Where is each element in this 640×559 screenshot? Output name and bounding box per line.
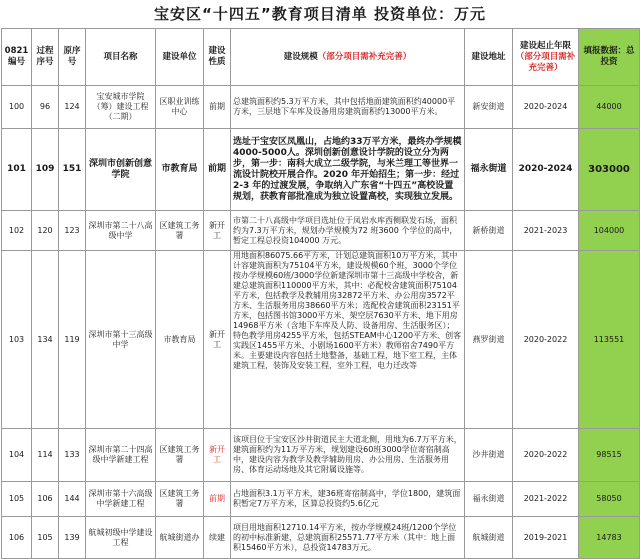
cell-invest: 98515 — [579, 429, 640, 482]
header-orig-no: 原序号 — [59, 29, 86, 86]
cell-process-no: 106 — [32, 482, 59, 517]
header-scale-note: （部分项目需补充完善） — [317, 51, 412, 62]
cell-scale: 该项目位于宝安区沙井街道民主大道北侧，用地为6.7万平方米，建筑面积约为11万平方米，规划建设60班3000学位寄宿制高中，建设内容为教学及教学辅助用房、办公用房、生活服务用房、体育运动场地及其它附属设施等。 — [231, 429, 465, 482]
table-row — [2, 482, 640, 517]
cell-invest: 14783 — [579, 517, 640, 559]
cell-nature: 前期 — [204, 482, 231, 517]
cell-unit: 市教育局 — [156, 251, 204, 429]
project-table — [1, 28, 640, 559]
header-period-main: 建设起止年限 — [519, 40, 571, 51]
page-title: 宝安区“十四五”教育项目清单 投资单位：万元 — [154, 5, 486, 23]
cell-invest: 58050 — [579, 482, 640, 517]
cell-code: 105 — [2, 482, 32, 517]
cell-location: 新桥街道 — [465, 211, 513, 251]
cell-nature: 新开工 — [204, 429, 231, 482]
cell-orig-no: 124 — [59, 86, 86, 129]
cell-process-no: 120 — [32, 211, 59, 251]
cell-name: 深圳市第二十八高级中学 — [86, 211, 156, 251]
cell-name: 航城初级中学建设工程 — [86, 517, 156, 559]
cell-period: 2021-2022 — [513, 482, 579, 517]
cell-period: 2021-2023 — [513, 211, 579, 251]
header-row — [2, 29, 640, 86]
cell-name: 深圳市第十六高级中学新建工程 — [86, 482, 156, 517]
header-period — [513, 29, 579, 86]
cell-name: 宝安城市学院（筹）建设工程（二期） — [86, 86, 156, 129]
header-invest: 填报数据：总投资 — [579, 29, 640, 86]
header-scale-main: 建设规模 — [283, 51, 318, 62]
cell-process-no: 114 — [32, 429, 59, 482]
cell-location: 福永街道 — [465, 482, 513, 517]
cell-name: 深圳市第十三高级中学 — [86, 251, 156, 429]
header-location: 建设地址 — [465, 29, 513, 86]
table-row — [2, 211, 640, 251]
cell-scale: 用地面积86075.66平方米，计划总建筑面积10万平方米，其中计容建筑面积为75104平方米，建设规模60个班，3000个学位 按办学规模60班/3000学位新建深圳市第十三高级中学校舍，新建总建筑面积110000平方米，其中：必配校舍建筑面积75104平方米，包括教学及教辅用房32872平方米、办公用房3572平方米、生活服务用房38660平方米；选配校舍建筑面积23151平方米，包括图书馆3000平方米、架空层7630平方米、地下用房14968平方米（含地下车库及人防、设备用房、生活服务区）；特色教学用房4255平方米，包括STEAM中心1200平方米、创客实践区1455平方米、小剧场1600平方米）教师宿舍7490平方米。主要建设内容包括土地整备，基础工程，地下室工程，主体建筑工程，装饰及安装工程，室外工程，电力迁改等 — [231, 251, 465, 429]
cell-nature: 前期 — [204, 86, 231, 129]
cell-scale: 占地面积3.1万平方米，建36班寄宿制高中，学位1800，建筑面积暂定7万平方米，区算总投资约5.6亿元 — [231, 482, 465, 517]
cell-process-no: 134 — [32, 251, 59, 429]
cell-code: 100 — [2, 86, 32, 129]
cell-scale: 选址于宝安区凤凰山，占地约33万平方米，最终办学规模4000-5000人。深圳创新创意设计学院的设立分为两步，第一步：南科大成立二级学院，与米兰理工等世界一流设计院校开展合作。2020 年开始招生；第一步：经过2-3 年的过渡发展，争取纳入广东省“十四五”高校设置规划，获教育部批准成为独立设置高校，实现独立发展。 — [231, 129, 465, 211]
cell-period: 2020-2022 — [513, 429, 579, 482]
cell-period: 2020-2024 — [513, 86, 579, 129]
cell-code: 102 — [2, 211, 32, 251]
cell-period: 2019-2021 — [513, 517, 579, 559]
cell-orig-no: 139 — [59, 517, 86, 559]
cell-period: 2020-2024 — [513, 129, 579, 211]
header-name: 项目名称 — [86, 29, 156, 86]
cell-nature: 新开工 — [204, 251, 231, 429]
cell-nature: 前期 — [204, 129, 231, 211]
header-period-note: （部分项目需补充完善） — [515, 51, 576, 73]
cell-process-no: 109 — [32, 129, 59, 211]
cell-code: 103 — [2, 251, 32, 429]
cell-nature: 新开工 — [204, 211, 231, 251]
cell-orig-no: 119 — [59, 251, 86, 429]
cell-location: 新安街道 — [465, 86, 513, 129]
cell-unit: 市教育局 — [156, 129, 204, 211]
header-code: 0821编号 — [2, 29, 32, 86]
header-process-no: 过程序号 — [32, 29, 59, 86]
cell-location: 沙井街道 — [465, 429, 513, 482]
table-row — [2, 429, 640, 482]
cell-scale: 项目用地面积12710.14平方米，按办学规模24班/1200个学位的初中标准新建，总建筑面积25571.77平方米（其中：地上面积15460平方米），总投资14783万元。 — [231, 517, 465, 559]
cell-process-no: 96 — [32, 86, 59, 129]
cell-unit: 航城街道办 — [156, 517, 204, 559]
cell-unit: 区建筑工务署 — [156, 429, 204, 482]
cell-code: 101 — [2, 129, 32, 211]
cell-nature: 续建 — [204, 517, 231, 559]
cell-location: 航城街道 — [465, 517, 513, 559]
header-scale — [231, 29, 465, 86]
header-nature: 建设性质 — [204, 29, 231, 86]
cell-orig-no: 123 — [59, 211, 86, 251]
table-row — [2, 86, 640, 129]
cell-period: 2020-2022 — [513, 251, 579, 429]
cell-invest: 113551 — [579, 251, 640, 429]
cell-scale: 总建筑面积约5.3万平方米，其中包括地面建筑面积约40000平方米，三层地下车库及设备用房建筑面积约13000平方米。 — [231, 86, 465, 129]
cell-code: 104 — [2, 429, 32, 482]
cell-process-no: 105 — [32, 517, 59, 559]
table-row — [2, 129, 640, 211]
cell-unit: 区建筑工务署 — [156, 211, 204, 251]
cell-orig-no: 133 — [59, 429, 86, 482]
header-unit: 建设单位 — [156, 29, 204, 86]
cell-unit: 区职业训练中心 — [156, 86, 204, 129]
cell-name: 深圳市第二十四高级中学新建工程 — [86, 429, 156, 482]
table-row — [2, 517, 640, 559]
table-row — [2, 251, 640, 429]
cell-name: 深圳市创新创意学院 — [86, 129, 156, 211]
cell-location: 福永街道 — [465, 129, 513, 211]
cell-code: 106 — [2, 517, 32, 559]
cell-unit: 区建筑工务署 — [156, 482, 204, 517]
cell-orig-no: 144 — [59, 482, 86, 517]
cell-invest: 44000 — [579, 86, 640, 129]
cell-orig-no: 151 — [59, 129, 86, 211]
cell-invest: 104000 — [579, 211, 640, 251]
cell-location: 燕罗街道 — [465, 251, 513, 429]
cell-scale: 市第二十八高级中学项目选址位于凤岩水库西侧联发石场，面积约为7.3万平方米，规划办学规模为72 班3600 个学位的高中，暂定工程总投资104000 万元。 — [231, 211, 465, 251]
cell-invest: 303000 — [579, 129, 640, 211]
